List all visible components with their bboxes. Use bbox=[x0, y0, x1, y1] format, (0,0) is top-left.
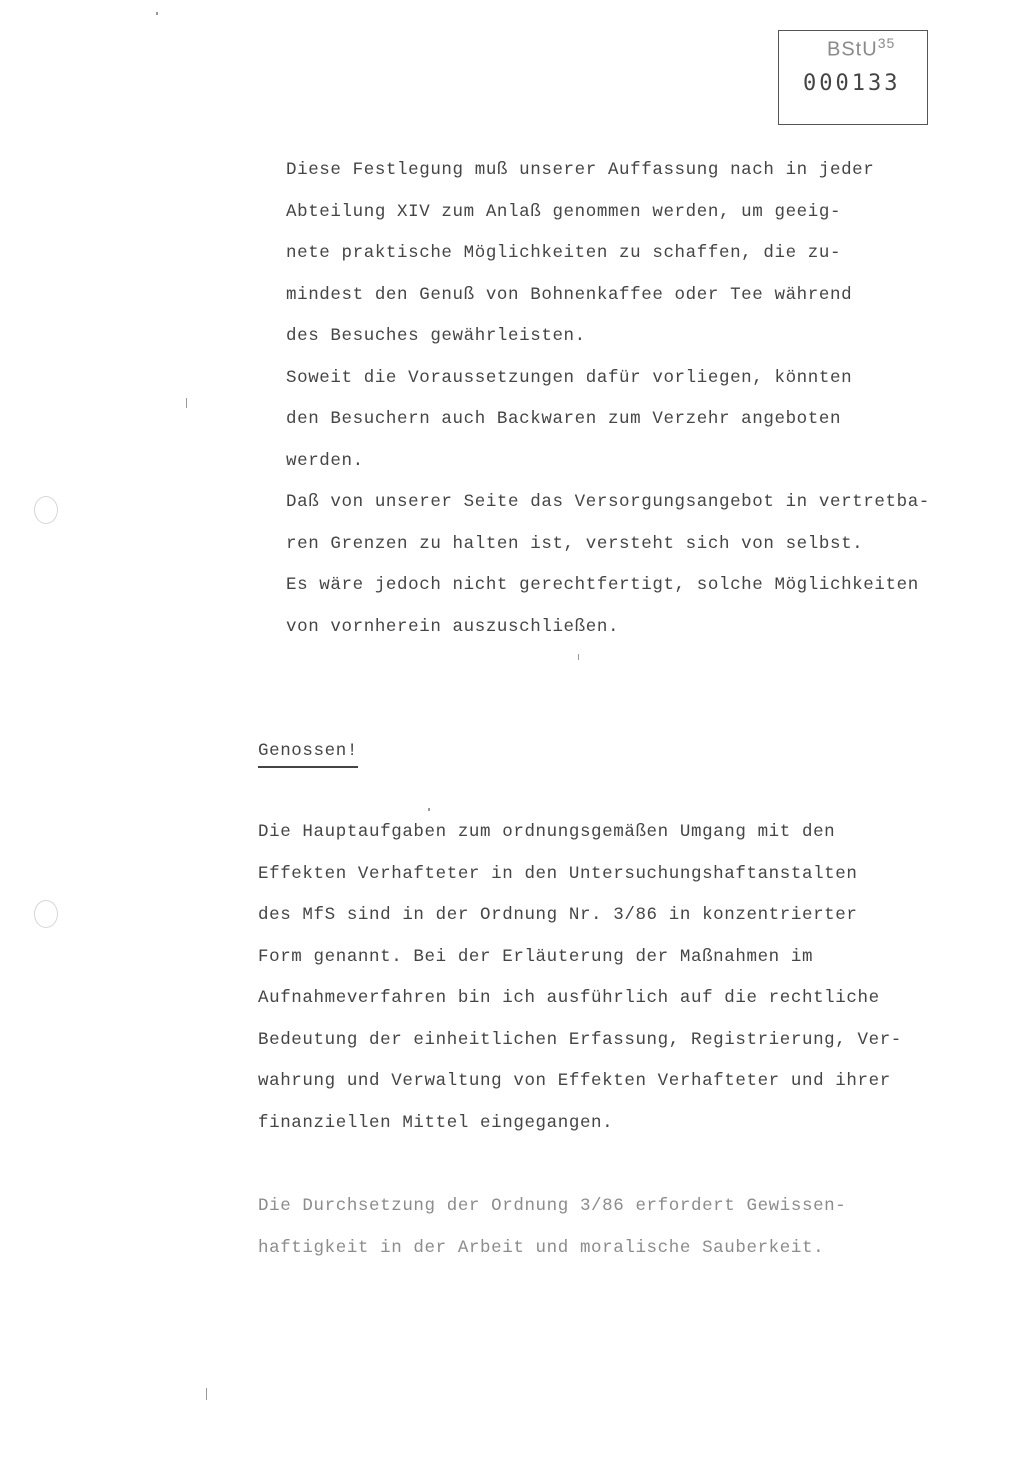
text-line: nete praktische Möglichkeiten zu schaffen, die zu- bbox=[286, 243, 842, 263]
text-line: wahrung und Verwaltung von Effekten Verhafteter und ihrer bbox=[258, 1071, 891, 1091]
punch-hole-mark bbox=[34, 496, 58, 524]
text-line: mindest den Genuß von Bohnenkaffee oder Tee während bbox=[286, 284, 853, 305]
section-heading: Genossen! bbox=[258, 736, 358, 768]
scan-speck bbox=[156, 12, 158, 15]
paragraph-main-tasks bbox=[258, 812, 902, 1144]
text-line: haftigkeit in der Arbeit und moralische Sauberkeit. bbox=[258, 1237, 825, 1258]
text-line: den Besuchern auch Backwaren zum Verzehr angeboten bbox=[286, 409, 842, 429]
text-line: Diese Festlegung muß unserer Auffassung nach in jeder bbox=[286, 160, 875, 180]
stamp-serial-number: 000133 bbox=[803, 71, 901, 96]
text-line: Soweit die Voraussetzungen dafür vorliegen, könnten bbox=[286, 367, 853, 388]
paragraph-enforcement bbox=[258, 1186, 846, 1269]
scan-speck bbox=[186, 398, 187, 408]
text-line: von vornherein auszuschließen. bbox=[286, 616, 620, 637]
text-line: des Besuches gewährleisten. bbox=[286, 326, 586, 346]
stamp-page-number: 35 bbox=[877, 35, 896, 51]
text-line: Die Durchsetzung der Ordnung 3/86 erfordert Gewissen- bbox=[258, 1196, 847, 1216]
scan-speck bbox=[428, 808, 430, 811]
text-line: Aufnahmeverfahren bin ich ausführlich auf die rechtliche bbox=[258, 988, 880, 1008]
text-line: Es wäre jedoch nicht gerechtfertigt, solche Möglichkeiten bbox=[286, 575, 919, 595]
paragraph-visits-supply bbox=[286, 150, 930, 648]
text-line: Form genannt. Bei der Erläuterung der Maßnahmen im bbox=[258, 946, 814, 967]
stamp-archive-label: BStU$^{35}$ bbox=[827, 35, 896, 61]
text-line: Bedeutung der einheitlichen Erfassung, Registrierung, Ver- bbox=[258, 1029, 902, 1050]
text-line: finanziellen Mittel eingegangen. bbox=[258, 1112, 614, 1133]
scan-speck bbox=[206, 1388, 207, 1400]
archive-stamp bbox=[778, 30, 928, 125]
scan-speck bbox=[578, 654, 579, 660]
text-line: ren Grenzen zu halten ist, versteht sich von selbst. bbox=[286, 533, 864, 554]
punch-hole-mark bbox=[34, 900, 58, 928]
text-line: Effekten Verhafteter in den Untersuchungshaftanstalten bbox=[258, 863, 858, 884]
text-line: des MfS sind in der Ordnung Nr. 3/86 in konzentrierter bbox=[258, 905, 858, 925]
text-line: Abteilung XIV zum Anlaß genommen werden, um geeig- bbox=[286, 201, 842, 222]
text-line: Die Hauptaufgaben zum ordnungsgemäßen Umgang mit den bbox=[258, 822, 836, 842]
text-line: Daß von unserer Seite das Versorgungsangebot in vertretba- bbox=[286, 492, 930, 512]
text-line: werden. bbox=[286, 450, 364, 471]
